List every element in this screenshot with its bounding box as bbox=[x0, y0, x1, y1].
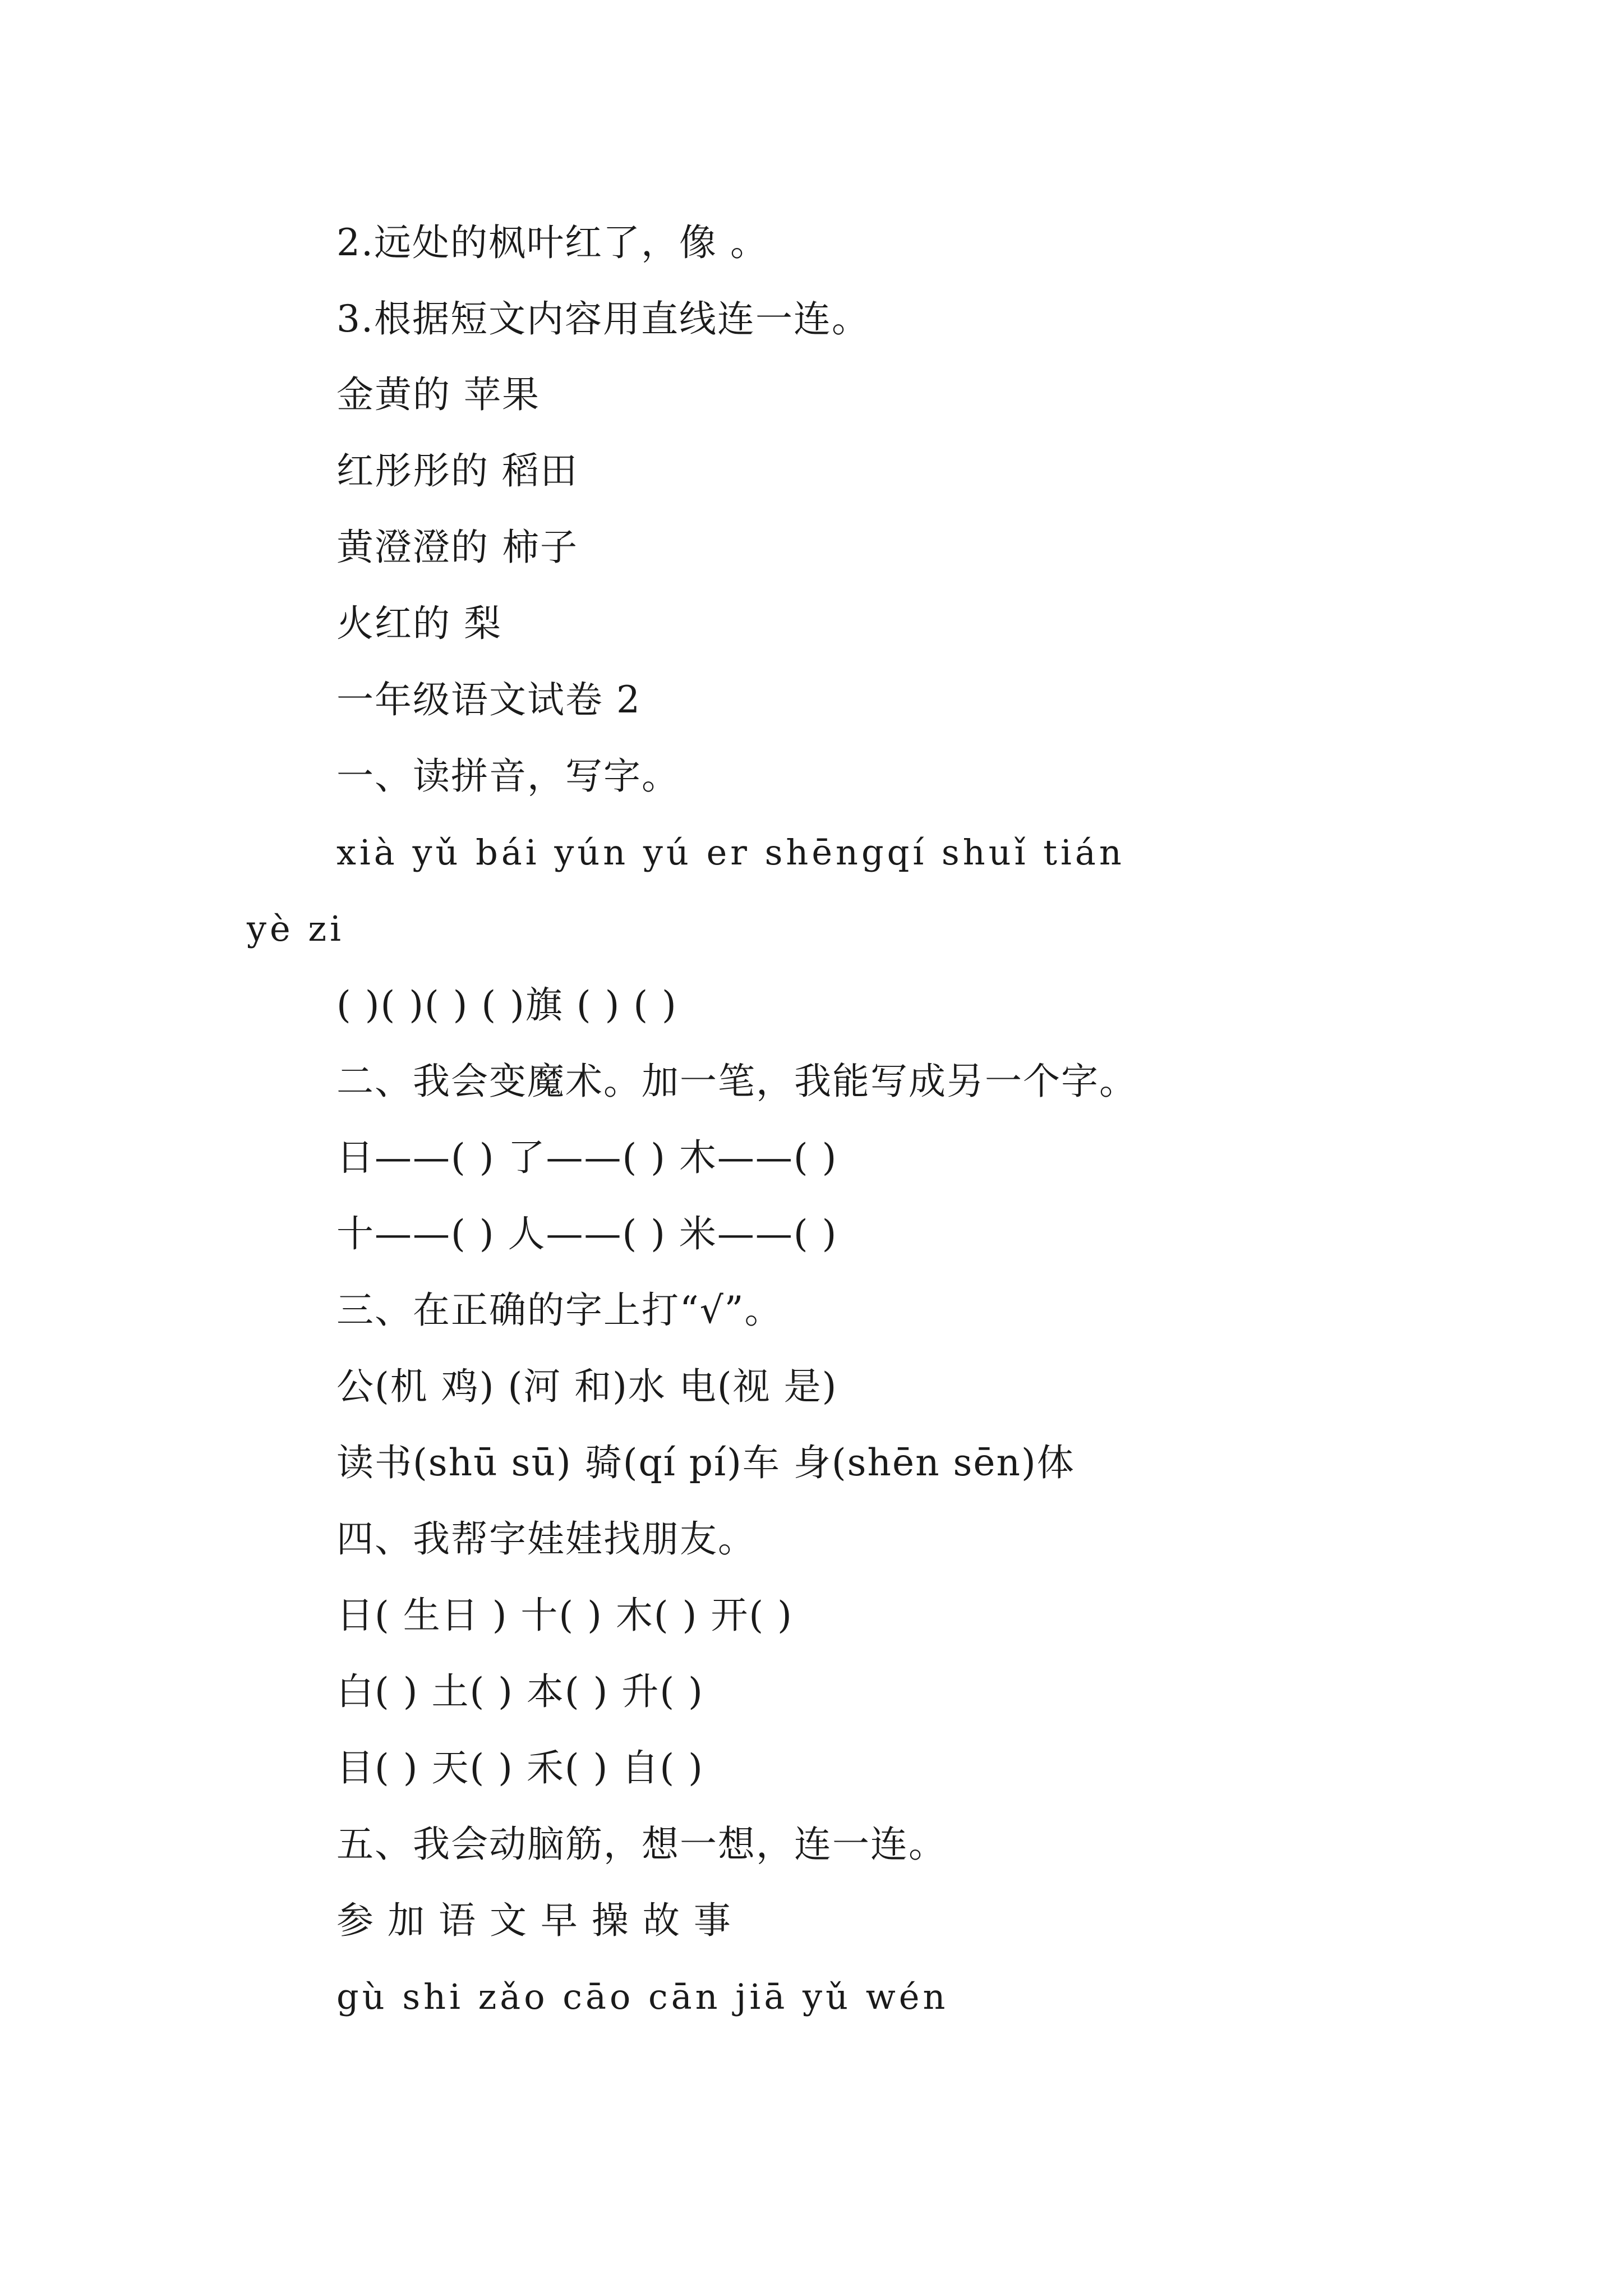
section-5-heading: 五、我会动脑筋，想一想，连一连。 bbox=[336, 1823, 947, 1866]
section-5-characters: 参 加 语 文 早 操 故 事 bbox=[336, 1899, 732, 1942]
section-2-row-1: 日——( ) 了——( ) 木——( ) bbox=[336, 1136, 838, 1179]
section-1-pinyin-wrap: yè zi bbox=[247, 908, 344, 949]
section-3-row-1: 公(机 鸡) (河 和)水 电(视 是) bbox=[336, 1365, 838, 1408]
match-pair-2: 红彤彤的 稻田 bbox=[336, 449, 578, 493]
section-2-heading: 二、我会变魔术。加一笔，我能写成另一个字。 bbox=[336, 1060, 1137, 1103]
section-3-row-2: 读书(shū sū) 骑(qí pí)车 身(shēn sēn)体 bbox=[336, 1441, 1075, 1484]
section-3-heading: 三、在正确的字上打“√”。 bbox=[336, 1289, 783, 1332]
section-4-heading: 四、我帮字娃娃找朋友。 bbox=[336, 1517, 756, 1561]
match-pair-1: 金黄的 苹果 bbox=[336, 373, 540, 416]
section-2-row-2: 十——( ) 人——( ) 米——( ) bbox=[336, 1212, 838, 1255]
section-1-heading: 一、读拼音，写字。 bbox=[336, 754, 680, 798]
question-3-text: 3.根据短文内容用直线连一连。 bbox=[336, 297, 870, 341]
question-2-text: 2.远处的枫叶红了，像 。 bbox=[336, 221, 768, 264]
section-1-pinyin: xià yǔ bái yún yú er shēngqí shuǐ tián bbox=[336, 832, 1125, 873]
section-4-row-3: 目( ) 天( ) 禾( ) 自( ) bbox=[336, 1746, 704, 1789]
section-5-pinyin: gù shi zǎo cāo cān jiā yǔ wén bbox=[336, 1976, 949, 2017]
match-pair-4: 火红的 梨 bbox=[336, 602, 502, 645]
section-4-row-2: 白( ) 土( ) 本( ) 升( ) bbox=[336, 1670, 704, 1713]
section-1-blanks: ( )( )( ) ( )旗 ( ) ( ) bbox=[336, 983, 677, 1027]
exam-title: 一年级语文试卷 2 bbox=[336, 678, 641, 721]
section-4-row-1: 日( 生日 ) 十( ) 木( ) 开( ) bbox=[336, 1594, 793, 1637]
match-pair-3: 黄澄澄的 柿子 bbox=[336, 526, 578, 569]
